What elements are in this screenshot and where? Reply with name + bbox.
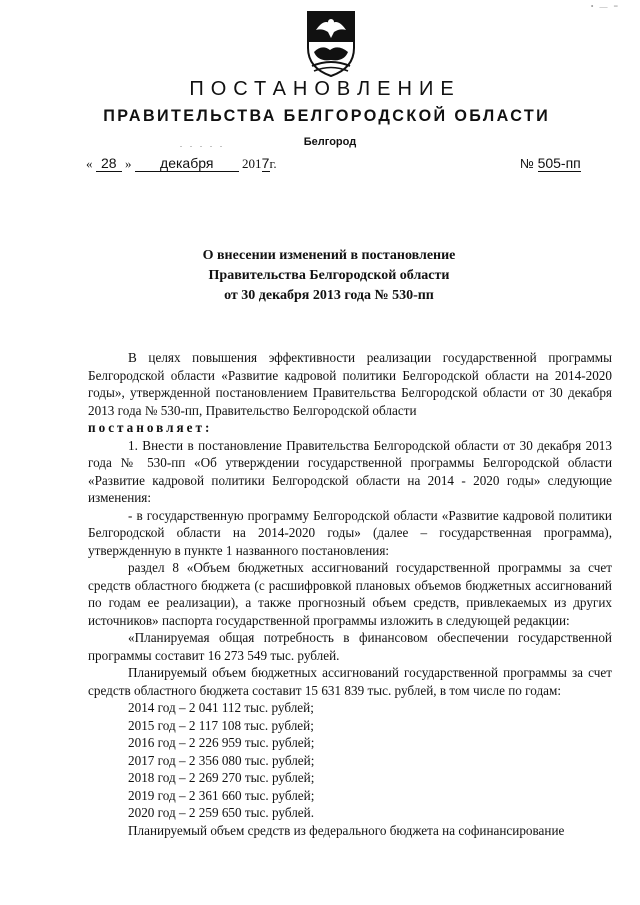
document-number xyxy=(520,155,581,172)
resolves-word: постановляет: xyxy=(88,420,213,435)
corner-mark: • — = xyxy=(590,2,620,11)
year-item: 2015 год – 2 117 108 тыс. рублей; xyxy=(128,717,314,733)
number-value: 505-пп xyxy=(537,155,581,171)
paragraph-program: - в государственную программу Белгородской области «Развитие кадровой политики Белгородской области на 2014-2020 годы» (далее – государственная программа), утвержденную в пункте 1 названного постановления: xyxy=(88,507,612,558)
subject-line-2: Правительства Белгородской области xyxy=(208,268,450,283)
open-quote: « xyxy=(86,156,93,171)
paragraph-section-8: раздел 8 «Объем бюджетных ассигнований государственной программы за счет средств областного бюджета (с расшифровкой плановых объемов бюджетных ассигнований по годам ее реализации), а также прогнозный объем средств, привлекаемых из других источников» паспорта государственной программы изложить в следующей редакции: xyxy=(88,560,612,628)
date-day: 28 xyxy=(96,155,122,172)
paragraph-total-need: «Планируемая общая потребность в финансовом обеспечении государственной программы составит 16 273 549 тыс. рублей. xyxy=(88,630,612,663)
year-item: 2017 год – 2 356 080 тыс. рублей; xyxy=(128,752,315,768)
scan-dots: . . . . . xyxy=(180,140,225,149)
city-name: Белгород xyxy=(303,136,357,148)
close-quote: » xyxy=(125,156,132,171)
year-item: 2016 год – 2 226 959 тыс. рублей; xyxy=(128,735,315,750)
subject-line-3: от 30 декабря 2013 года № 530-пп xyxy=(224,288,434,303)
belgorod-coat-of-arms-icon xyxy=(304,8,358,78)
document-body xyxy=(88,349,612,839)
document-subject xyxy=(0,246,640,306)
number-prefix: № xyxy=(520,156,534,171)
paragraph-federal-budget: Планируемый объем средств из федерального бюджета на софинансирование xyxy=(128,822,565,838)
year-item: 2020 год – 2 259 650 тыс. рублей. xyxy=(128,805,314,820)
year-item: 2019 год – 2 361 660 тыс. рублей; xyxy=(128,787,315,803)
subject-line-1: О внесении изменений в постановление xyxy=(202,248,456,263)
year-item: 2018 год – 2 269 270 тыс. рублей; xyxy=(128,770,315,785)
yearly-list xyxy=(88,699,612,822)
date-year-prefix: 201 xyxy=(242,156,262,171)
date-line xyxy=(86,155,277,172)
document-type-title: ПОСТАНОВЛЕНИЕ xyxy=(189,78,461,100)
year-item: 2014 год – 2 041 112 тыс. рублей; xyxy=(128,700,314,715)
issuing-authority: ПРАВИТЕЛЬСТВА БЕЛГОРОДСКОЙ ОБЛАСТИ xyxy=(103,106,551,125)
date-year-suffix: г. xyxy=(269,156,277,171)
date-month: декабря xyxy=(135,155,239,172)
paragraph-preamble: В целях повышения эффективности реализации государственной программы Белгородской области «Развитие кадровой политики Белгородской области на 2014-2020 годы», утвержденной постановлением Правительства Белгородской области от 30 декабря 2013 года № 530-пп, Правительство Белгородской области xyxy=(88,350,612,418)
paragraph-item-1: 1. Внести в постановление Правительства Белгородской области от 30 декабря 2013 года № 530-пп «Об утверждении государственной программы Белгородской области «Развитие кадровой политики Белгородской области на 2014 - 2020 годы» следующие изменения: xyxy=(88,437,612,505)
date-year-digit: 7 xyxy=(261,155,270,171)
paragraph-regional-budget: Планируемый объем бюджетных ассигнований государственной программы за счет средств областного бюджета составит 15 631 839 тыс. рублей, в том числе по годам: xyxy=(88,665,612,698)
